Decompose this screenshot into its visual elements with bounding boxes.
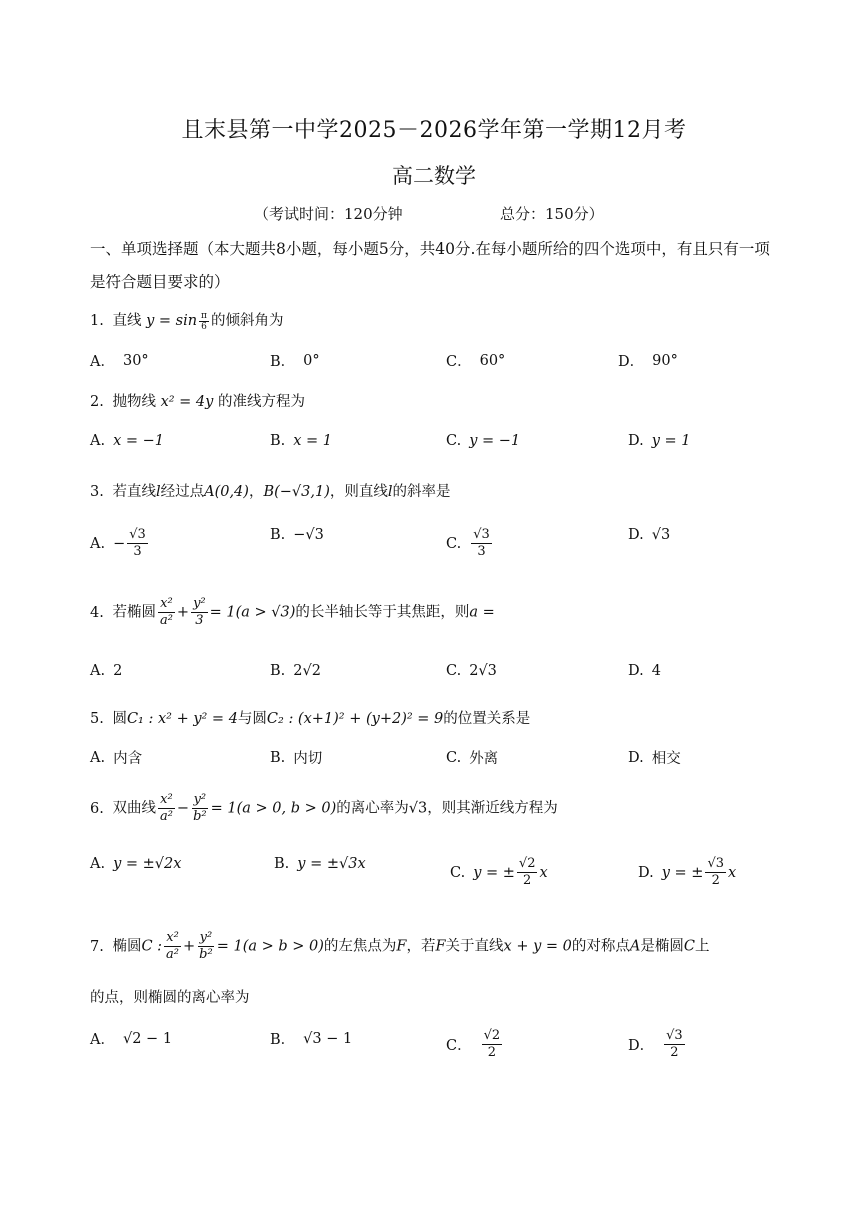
question-5: 5. 圆C₁ : x² + y² = 4与圆C₂ : (x+1)² + (y+2)² = 9的位置关系是 (90, 711, 531, 727)
question-4: 4. 若椭圆 $\frac{\text{x²}}{\text{a²}}$ + $\frac{\text{y²}}{3}$ = 1(a > √3)的长半轴长等于其焦距，则a = (90, 596, 495, 628)
option-a[interactable]: A. y = ±√2x (90, 856, 182, 872)
option-a[interactable]: A． 30° (90, 352, 149, 370)
section-heading: 一、单项选择题（本大题共8小题，每小题5分，共40分.在每小题所给的四个选项中，有且只有一项是符合题目要求的） (90, 240, 770, 291)
option-b[interactable]: B． √3 − 1 (270, 1030, 353, 1048)
question-3-options (90, 527, 790, 571)
question-1-options (90, 350, 790, 390)
option-a[interactable]: A． √2 − 1 (90, 1030, 173, 1048)
option-c[interactable]: C. $\frac{√3}{3}$ (446, 527, 490, 559)
question-3: 3. 若直线l经过点A(0,4)，B(−√3,1)，则直线l的斜率是 (90, 484, 451, 500)
option-c[interactable]: C. y = −1 (446, 433, 521, 449)
option-b[interactable]: B． 0° (270, 352, 320, 370)
question-1: 1. 直线 y = sin $\frac{\pi}{6}$ 的倾斜角为 (90, 310, 284, 332)
option-d[interactable]: D． $\frac{√3}{2}$ (628, 1028, 683, 1060)
question-2: 2. 抛物线 x² = 4y 的准线方程为 (90, 394, 305, 410)
exam-subject: 高二数学 (392, 164, 476, 188)
option-d[interactable]: D. 相交 (628, 749, 681, 767)
option-d[interactable]: D. 4 (628, 663, 661, 679)
question-2-options (90, 433, 790, 473)
question-7-line2: 的点，则椭圆的离心率为 (90, 990, 250, 1006)
option-c[interactable]: C. 外离 (446, 749, 499, 767)
question-7: 7. 椭圆C : $\frac{\text{x²}}{\text{a²}}$ + $\frac{\text{y²}}{\text{b²}}$ = 1(a > b > 0)的左焦点为F，若F关于直线x + y = 0的对称点A是椭圆C上 (90, 930, 710, 962)
question-5-options (90, 747, 790, 787)
question-7-options (90, 1028, 790, 1072)
exam-title: 且末县第一中学2025－2026学年第一学期12月考 (181, 118, 687, 143)
option-a[interactable]: A. 内含 (90, 749, 143, 767)
option-d[interactable]: D. y = 1 (628, 433, 691, 449)
exam-time: （考试时间：120分钟 (254, 205, 403, 223)
question-6: 6. 双曲线 $\frac{\text{x²}}{\text{a²}}$ − $\frac{\text{y²}}{\text{b²}}$ = 1(a > 0, b > 0)的离心率为√3，则其渐近线方程为 (90, 792, 558, 824)
option-d[interactable]: D． 90° (618, 352, 678, 370)
option-c[interactable]: C. 2√3 (446, 663, 497, 679)
question-4-options (90, 663, 790, 703)
option-a[interactable]: A. 2 (90, 663, 123, 679)
option-a[interactable]: A. x = −1 (90, 433, 165, 449)
option-b[interactable]: B. y = ±√3x (274, 856, 366, 872)
option-c[interactable]: C. y = ± $\frac{√2}{2}$ x (450, 856, 548, 888)
exam-score: 总分：150分） (500, 205, 604, 223)
option-b[interactable]: B. 2√2 (270, 663, 321, 679)
question-6-options (90, 856, 790, 900)
option-c[interactable]: C． 60° (446, 352, 506, 370)
option-d[interactable]: D. √3 (628, 527, 671, 543)
option-b[interactable]: B. x = 1 (270, 433, 333, 449)
fraction: $\frac{\pi}{6}$ (201, 310, 207, 332)
option-d[interactable]: D. y = ± $\frac{√3}{2}$ x (638, 856, 737, 888)
option-b[interactable]: B. −√3 (270, 527, 324, 543)
option-b[interactable]: B. 内切 (270, 749, 323, 767)
option-a[interactable]: A. − $\frac{√3}{3}$ (90, 527, 146, 559)
option-c[interactable]: C． $\frac{√2}{2}$ (446, 1028, 501, 1060)
